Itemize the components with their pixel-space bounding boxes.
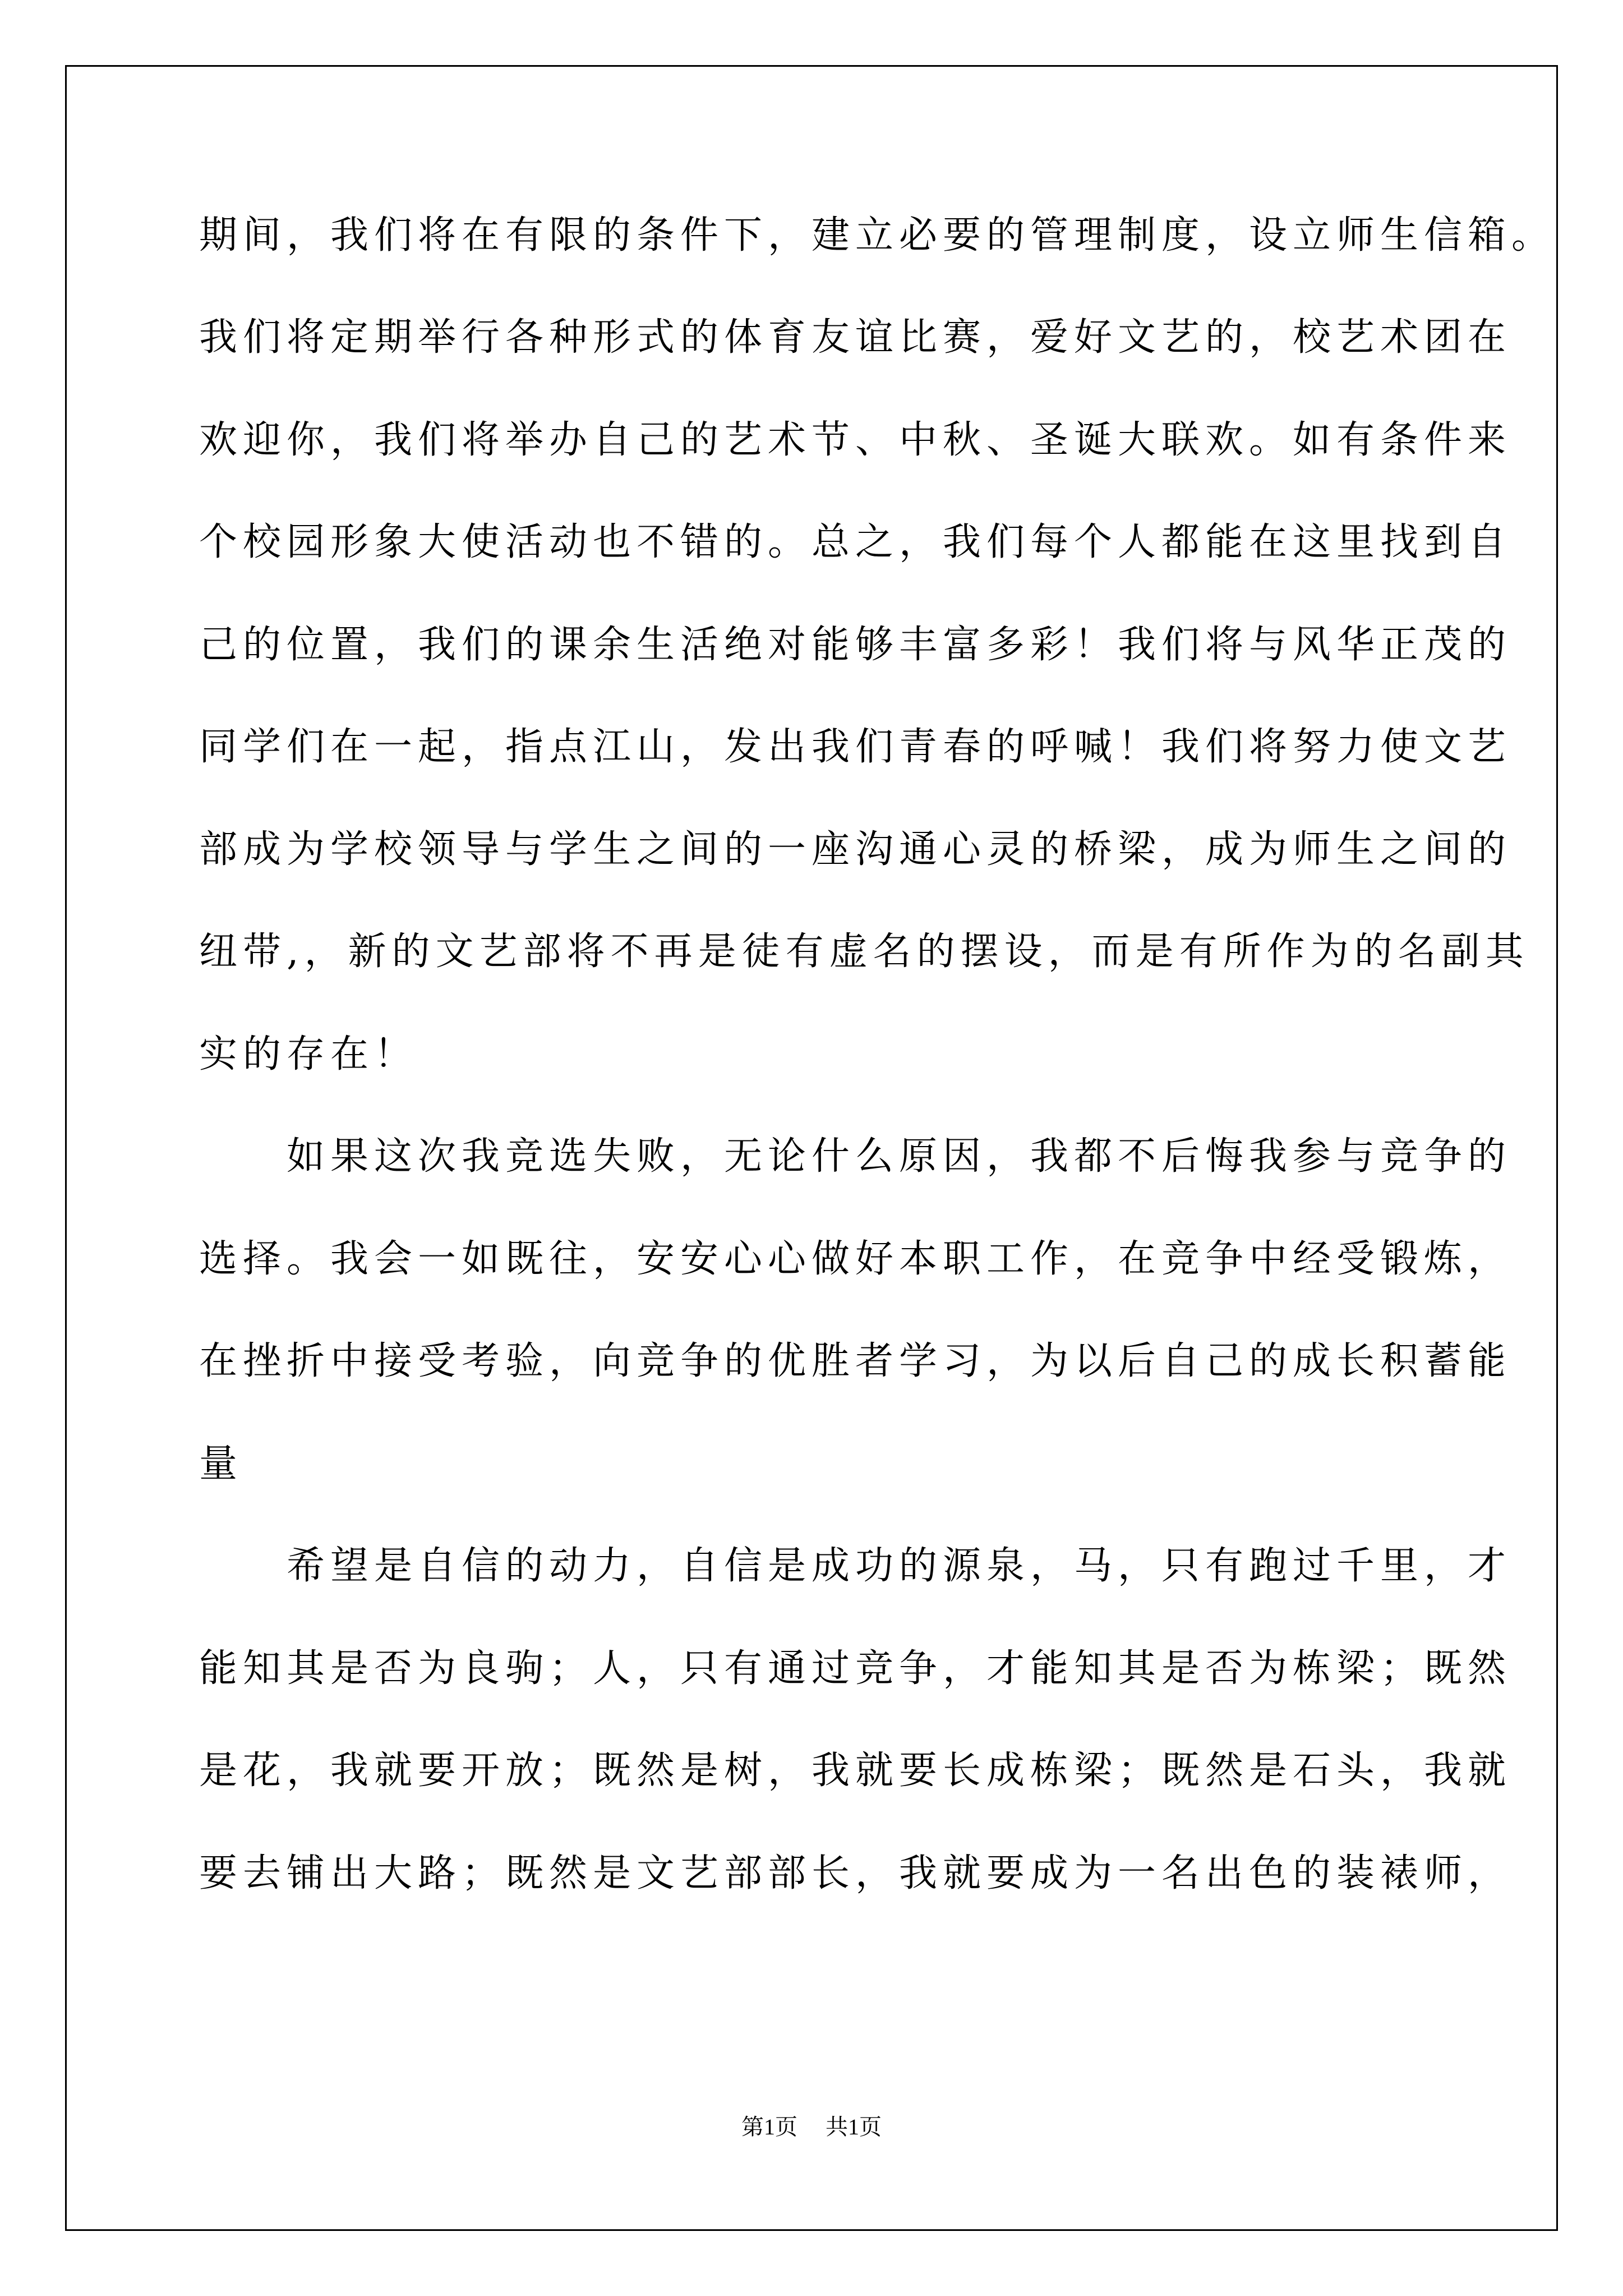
text-line: 我们将定期举行各种形式的体育友谊比赛，爱好文艺的，校艺术团在 bbox=[199, 315, 1512, 360]
text-line: 如果这次我竞选失败，无论什么原因，我都不后悔我参与竞争的 bbox=[199, 1134, 1512, 1179]
text-line: 量 bbox=[199, 1442, 243, 1486]
text-line: 希望是自信的动力，自信是成功的源泉，马，只有跑过千里，才 bbox=[199, 1544, 1512, 1588]
text-line: 部成为学校领导与学生之间的一座沟通心灵的桥梁，成为师生之间的 bbox=[199, 827, 1512, 872]
text-line: 期间，我们将在有限的条件下，建立必要的管理制度，设立师生信箱。 bbox=[199, 213, 1556, 257]
text-line: 个校园形象大使活动也不错的。总之，我们每个人都能在这里找到自 bbox=[199, 520, 1512, 564]
text-line: 选择。我会一如既往，安安心心做好本职工作，在竞争中经受锻炼， bbox=[199, 1237, 1512, 1281]
text-line: 能知其是否为良驹；人，只有通过竞争，才能知其是否为栋梁；既然 bbox=[199, 1646, 1512, 1691]
text-line: 纽带,，新的文艺部将不再是徒有虚名的摆设，而是有所作为的名副其 bbox=[199, 930, 1529, 974]
page-footer bbox=[0, 2110, 1623, 2144]
text-line: 实的存在！ bbox=[199, 1032, 418, 1076]
text-line: 欢迎你，我们将举办自己的艺术节、中秋、圣诞大联欢。如有条件来 bbox=[199, 418, 1512, 462]
page-number: 第1页 bbox=[741, 2114, 797, 2139]
text-line: 在挫折中接受考验，向竞争的优胜者学习，为以后自己的成长积蓄能 bbox=[199, 1339, 1512, 1383]
text-line: 己的位置，我们的课余生活绝对能够丰富多彩！我们将与风华正茂的 bbox=[199, 623, 1512, 667]
text-line: 要去铺出大路；既然是文艺部部长，我就要成为一名出色的装裱师， bbox=[199, 1851, 1512, 1895]
text-line: 同学们在一起，指点江山，发出我们青春的呼喊！我们将努力使文艺 bbox=[199, 725, 1512, 769]
text-line: 是花，我就要开放；既然是树，我就要长成栋梁；既然是石头，我就 bbox=[199, 1749, 1512, 1793]
page-total: 共1页 bbox=[826, 2114, 882, 2139]
